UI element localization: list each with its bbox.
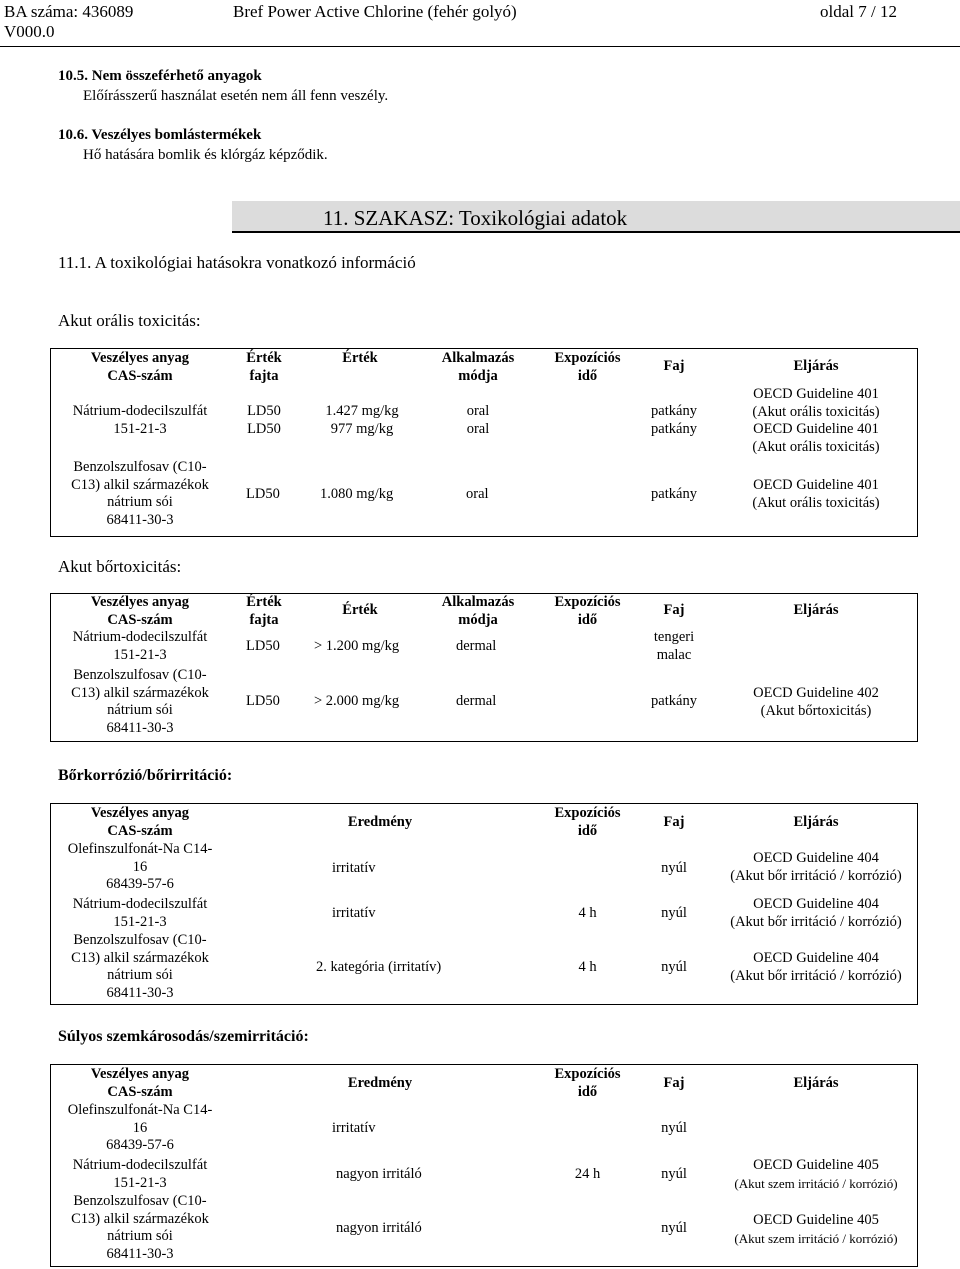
oral-row1-values: 1.427 mg/kg 977 mg/kg <box>325 403 399 437</box>
eye-row2-species: nyúl <box>661 1166 687 1182</box>
skin-col-substance-header: Veszélyes anyag CAS-szám <box>90 805 190 839</box>
col-species-header: Faj <box>663 358 685 374</box>
col-method-header: Eljárás <box>793 358 839 374</box>
dermal-row2-type: LD50 <box>246 693 280 709</box>
dermal-row1-value: > 1.200 mg/kg <box>314 638 400 654</box>
dermal-col-exposure-header: Expozíciós idő <box>554 594 621 628</box>
eye-row1-result: irritatív <box>332 1120 376 1136</box>
eye-col-result-header: Eredmény <box>347 1075 413 1091</box>
oral-row2-value: 1.080 mg/kg <box>320 486 394 502</box>
eye-col-substance-header: Veszélyes anyag CAS-szám <box>90 1066 190 1100</box>
eye-row1-substance: Olefinszulfonát-Na C14- 16 68439-57-6 <box>67 1102 213 1153</box>
oral-row2-substance: Benzolszulfosav (C10- C13) alkil származékok nátrium sói 68411-30-3 <box>71 459 209 528</box>
acute-dermal-heading: Akut bőrtoxicitás: <box>58 557 182 576</box>
skin-row1-substance: Olefinszulfonát-Na C14- 16 68439-57-6 <box>67 841 213 892</box>
section-10-5-text: Előírásszerű használat esetén nem áll fenn veszély. <box>83 88 389 104</box>
skin-row2-result: irritatív <box>332 905 376 921</box>
version: V000.0 <box>4 22 55 41</box>
eye-row1-species: nyúl <box>661 1120 687 1136</box>
col-value-type-header: Érték fajta <box>246 350 282 384</box>
oral-row1-methods: OECD Guideline 401 (Akut orális toxicitás) OECD Guideline 401 (Akut orális toxicitás) <box>752 386 880 455</box>
dermal-row1-substance: Nátrium-dodecilszulfát 151-21-3 <box>72 629 208 663</box>
eye-row2-methods: OECD Guideline 405 (Akut szem irritáció / korrózió) <box>734 1157 898 1191</box>
dermal-row2-value: > 2.000 mg/kg <box>314 693 400 709</box>
skin-col-method-header: Eljárás <box>793 814 839 830</box>
eye-row3-result: nagyon irritáló <box>336 1220 422 1236</box>
ba-number: BA száma: 436089 <box>4 2 134 21</box>
col-substance-header: Veszélyes anyag CAS-szám <box>90 350 190 384</box>
skin-col-result-header: Eredmény <box>347 814 413 830</box>
oral-row2-methods: OECD Guideline 401 (Akut orális toxicitás) <box>752 477 880 511</box>
oral-row1-types: LD50 LD50 <box>247 403 281 437</box>
eye-row3-species: nyúl <box>661 1220 687 1236</box>
eye-row2-exposure: 24 h <box>574 1166 601 1182</box>
dermal-col-value-type-header: Érték fajta <box>246 594 282 628</box>
section-10-5-title: 10.5. Nem összeférhető anyagok <box>58 68 262 84</box>
header-divider <box>0 46 960 47</box>
col-route-header: Alkalmazás módja <box>441 350 515 384</box>
eye-col-method-header: Eljárás <box>793 1075 839 1091</box>
oral-row2-route: oral <box>466 486 489 502</box>
product-name: Bref Power Active Chlorine (fehér golyó) <box>233 2 517 21</box>
eye-row3-substance: Benzolszulfosav (C10- C13) alkil származékok nátrium sói 68411-30-3 <box>71 1193 209 1262</box>
dermal-col-route-header: Alkalmazás módja <box>441 594 515 628</box>
skin-row2-species: nyúl <box>661 905 687 921</box>
dermal-row2-substance: Benzolszulfosav (C10- C13) alkil származékok nátrium sói 68411-30-3 <box>71 667 209 736</box>
eye-row2-result: nagyon irritáló <box>336 1166 422 1182</box>
skin-row3-result: 2. kategória (irritatív) <box>316 959 442 975</box>
dermal-row1-species: tengeri malac <box>653 629 695 663</box>
dermal-row2-species: patkány <box>651 693 697 709</box>
section-10-6-text: Hő hatására bomlik és klórgáz képződik. <box>83 147 328 163</box>
skin-heading: Bőrkorrózió/bőrirritáció: <box>58 767 233 784</box>
skin-col-exposure-header: Expozíciós idő <box>554 805 621 839</box>
col-exposure-header: Expozíciós idő <box>554 350 621 384</box>
dermal-row1-type: LD50 <box>246 638 280 654</box>
oral-row1-species: patkány patkány <box>651 403 697 437</box>
skin-col-species-header: Faj <box>663 814 685 830</box>
oral-row1-routes: oral oral <box>466 403 490 437</box>
dermal-col-species-header: Faj <box>663 602 685 618</box>
oral-row2-species: patkány <box>651 486 697 502</box>
acute-oral-heading: Akut orális toxicitás: <box>58 311 201 330</box>
skin-row3-substance: Benzolszulfosav (C10- C13) alkil származékok nátrium sói 68411-30-3 <box>71 932 209 1001</box>
eye-col-species-header: Faj <box>663 1075 685 1091</box>
page-number: oldal 7 / 12 <box>820 2 897 21</box>
eye-col-exposure-header: Expozíciós idő <box>554 1066 621 1100</box>
skin-row2-substance: Nátrium-dodecilszulfát 151-21-3 <box>72 896 208 930</box>
section-11-1-title: 11.1. A toxikológiai hatásokra vonatkozó információ <box>58 253 416 272</box>
skin-row1-result: irritatív <box>332 860 376 876</box>
oral-row1-substance: Nátrium-dodecilszulfát 151-21-3 <box>72 403 208 437</box>
eye-row2-substance: Nátrium-dodecilszulfát 151-21-3 <box>72 1157 208 1191</box>
section-11-title: 11. SZAKASZ: Toxikológiai adatok <box>323 206 628 230</box>
eye-row3-methods: OECD Guideline 405 (Akut szem irritáció / korrózió) <box>734 1212 898 1246</box>
skin-row2-methods: OECD Guideline 404 (Akut bőr irritáció / korrózió) <box>730 896 902 930</box>
col-value-header: Érték <box>342 350 378 366</box>
eye-heading: Súlyos szemkárosodás/szemirritáció: <box>58 1028 309 1045</box>
skin-row3-species: nyúl <box>661 959 687 975</box>
section-10-6-title: 10.6. Veszélyes bomlástermékek <box>58 127 262 143</box>
skin-row1-species: nyúl <box>661 860 687 876</box>
skin-row1-methods: OECD Guideline 404 (Akut bőr irritáció / korrózió) <box>730 850 902 884</box>
dermal-row1-route: dermal <box>456 638 497 654</box>
dermal-row2-methods: OECD Guideline 402 (Akut bőrtoxicitás) <box>753 685 879 719</box>
dermal-col-substance-header: Veszélyes anyag CAS-szám <box>90 594 190 628</box>
oral-row2-type: LD50 <box>246 486 280 502</box>
skin-row3-exposure: 4 h <box>578 959 597 975</box>
dermal-col-method-header: Eljárás <box>793 602 839 618</box>
dermal-col-value-header: Érték <box>342 602 378 618</box>
dermal-row2-route: dermal <box>456 693 497 709</box>
skin-row3-methods: OECD Guideline 404 (Akut bőr irritáció / korrózió) <box>730 950 902 984</box>
skin-row2-exposure: 4 h <box>578 905 597 921</box>
